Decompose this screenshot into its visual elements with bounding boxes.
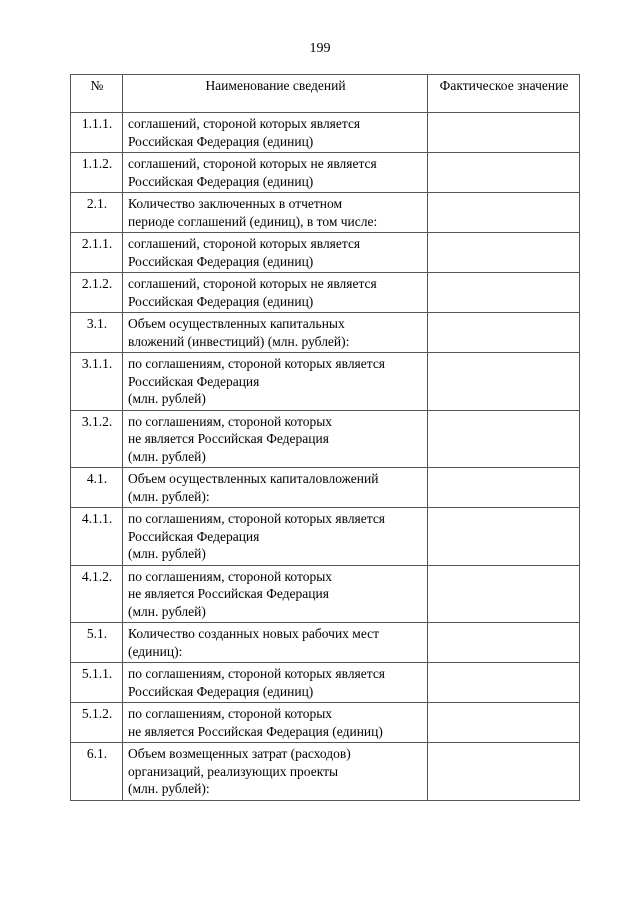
row-name: по соглашениям, стороной которых не является Российская Федерация (единиц) — [123, 703, 428, 743]
row-number: 2.1.1. — [71, 233, 123, 273]
table-row — [71, 313, 580, 353]
table-row — [71, 663, 580, 703]
page-number: 199 — [309, 41, 331, 56]
row-number: 5.1. — [71, 623, 123, 663]
row-value — [428, 508, 580, 566]
row-value — [428, 313, 580, 353]
row-name: соглашений, стороной которых не является Российская Федерация (единиц) — [123, 153, 428, 193]
row-value — [428, 468, 580, 508]
row-value — [428, 233, 580, 273]
table-row — [71, 113, 580, 153]
row-name: Количество заключенных в отчетном периоде соглашений (единиц), в том числе: — [123, 193, 428, 233]
row-number: 4.1. — [71, 468, 123, 508]
table-row — [71, 508, 580, 566]
table-row — [71, 623, 580, 663]
row-name: по соглашениям, стороной которых является Российская Федерация (млн. рублей) — [123, 508, 428, 566]
header-value: Фактическое значение — [428, 75, 580, 113]
row-name: соглашений, стороной которых является Российская Федерация (единиц) — [123, 113, 428, 153]
row-number: 1.1.1. — [71, 113, 123, 153]
row-number: 1.1.2. — [71, 153, 123, 193]
row-name: Объем осуществленных капитальных вложений (инвестиций) (млн. рублей): — [123, 313, 428, 353]
row-number: 2.1.2. — [71, 273, 123, 313]
row-name: Объем возмещенных затрат (расходов) организаций, реализующих проекты (млн. рублей): — [123, 743, 428, 801]
row-value — [428, 663, 580, 703]
row-value — [428, 113, 580, 153]
row-value — [428, 153, 580, 193]
row-number: 3.1.1. — [71, 353, 123, 411]
row-name: по соглашениям, стороной которых является Российская Федерация (единиц) — [123, 663, 428, 703]
row-value — [428, 410, 580, 468]
row-name: по соглашениям, стороной которых не является Российская Федерация (млн. рублей) — [123, 565, 428, 623]
table-row — [71, 193, 580, 233]
row-number: 6.1. — [71, 743, 123, 801]
row-name: соглашений, стороной которых не является Российская Федерация (единиц) — [123, 273, 428, 313]
header-name: Наименование сведений — [123, 75, 428, 113]
row-value — [428, 565, 580, 623]
row-number: 5.1.1. — [71, 663, 123, 703]
row-value — [428, 193, 580, 233]
row-number: 5.1.2. — [71, 703, 123, 743]
report-table — [70, 74, 580, 801]
row-value — [428, 703, 580, 743]
table-row — [71, 565, 580, 623]
table-row — [71, 273, 580, 313]
table-row — [71, 153, 580, 193]
row-number: 3.1. — [71, 313, 123, 353]
table-header-row — [71, 75, 580, 113]
header-num: № — [71, 75, 123, 113]
row-number: 3.1.2. — [71, 410, 123, 468]
row-name: по соглашениям, стороной которых является Российская Федерация (млн. рублей) — [123, 353, 428, 411]
row-name: соглашений, стороной которых является Российская Федерация (единиц) — [123, 233, 428, 273]
row-value — [428, 623, 580, 663]
table-row — [71, 743, 580, 801]
table-row — [71, 703, 580, 743]
row-name: по соглашениям, стороной которых не является Российская Федерация (млн. рублей) — [123, 410, 428, 468]
table-row — [71, 468, 580, 508]
row-number: 4.1.1. — [71, 508, 123, 566]
row-number: 2.1. — [71, 193, 123, 233]
row-value — [428, 743, 580, 801]
row-name: Количество созданных новых рабочих мест (единиц): — [123, 623, 428, 663]
row-name: Объем осуществленных капиталовложений (млн. рублей): — [123, 468, 428, 508]
row-number: 4.1.2. — [71, 565, 123, 623]
table-row — [71, 410, 580, 468]
table-row — [71, 353, 580, 411]
row-value — [428, 273, 580, 313]
row-value — [428, 353, 580, 411]
table-row — [71, 233, 580, 273]
